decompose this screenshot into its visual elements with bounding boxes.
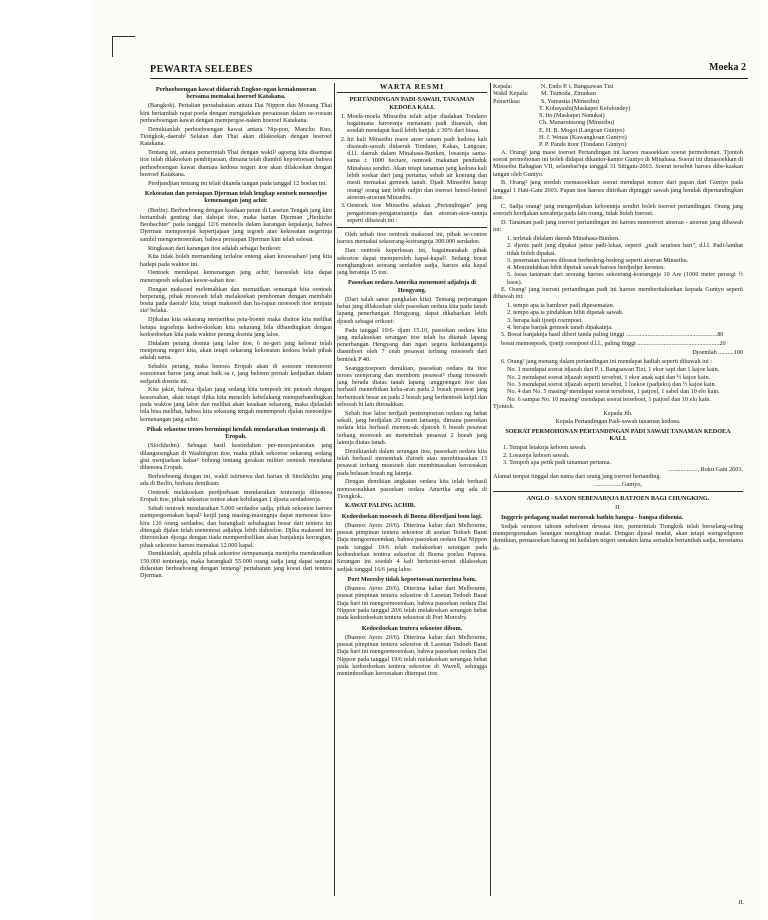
paragraph: D. Tanaman padi jang toeroet pertandingan ini haroes menoeroet atoeran - atoeran jang dibawah ini:	[493, 218, 743, 234]
article-headline: Pihak sekoetoe teroes bermimpi hendak mendaratkan tenteranja di Eropah.	[146, 425, 326, 441]
newspaper-title: PEWARTA SELEBES	[150, 64, 253, 75]
form-signature: ..................Guntyo,	[594, 480, 642, 488]
paragraph: (Bangkok). Pertalian persahabatan antara Dai Nippon dan Moeang Thai kini bertambah rapat poela dengan mengadakan persatoean dalam oe-roesan perhoeboengan kawat dengan mempergoe-naken hoeroef Katakana.	[140, 102, 332, 124]
paragraph: 6. Orang² jang menang dalam pertandingan ini mendapat hadiah seperti dibawah ini :	[501, 357, 712, 365]
paragraph: Demikianlah, apabila pihak sekoetoe oempamanja mentjoba mendaratkan 150.000 tenteranja, maka barangkali 55.000 orang sadja jang dapat sampai didaratan berhoeboeng dengan tenteng² pertahanan jang koeat dari tentera Djerman.	[140, 550, 332, 580]
paragraph: Sedjak seratoes tahoen sebeloem dewasa itoe, pemerintah Tiongkok telah berselang-seling mempergoenakan larangan menghisap madat. Dengan djoeal madat, akan tetapi soengoehpoen demikian, pemasoekan barang ini kedalam negeri semakin lama semakin bertambah sadja, teroetama di-	[493, 522, 743, 552]
column-2	[337, 83, 487, 866]
section-rule	[493, 491, 743, 492]
form-address: Alamat tempat tinggal dan nama dari orang jang toeroet bertanding.	[493, 473, 662, 481]
form-field: 2. Loeasnja keboen sawah.	[503, 451, 570, 459]
list-item: 1. terletak didalam daerah Minahasa-Bunken.	[507, 234, 620, 242]
paragraph: Seanggotoepoen demikian, pasoekan oedara ita itoe teroes menjerang dan membom pesawat² rbang moesoeh jang berada diatas tanah lapang :anggoengan itoe dan berhasil menerbikan keba-aran pada 2 boeah pesawat jang berbentoek besar an pada 2 boeah jang berbentoek ketjil dan seboeah bi lain dirosakkan.	[337, 364, 487, 408]
paragraph: A. Orang² jang maoe toeroet Pertandingan ini haroes masoekkan soerat permohonan. Tjontoh soerat permohonan ini boleh didapat dikantor-kantor Guntyo di Minahasa. Soerat ini dimasoekkan di Minseibu Bahagian VII, selambat²nja tanggal 31 Sitigatu-2603. Soerat tersebut haroes dibe-kaskan tangan oleh Guntyo.	[493, 148, 743, 178]
paragraph: (Buenos Ayres 20/6). Diterima kabar dari Melbourne, poesat pimpinan tentera sekoetoe di aoetan Tedoeh Barat Daja mengoemoemkan, bahwa pasoekan oedara Dai Nippon pada tanggal 19/6 telah melakoekan serangan pada kedoedoekan tentera sekoetoe di Boena poelau Papoea. Serangan ini soedah 4 kali berteroet-teroet dilakoekan sedjak tanggal 16/6 jang laloe.	[337, 521, 487, 573]
header-rule	[150, 78, 748, 79]
paragraph: Perdjandjian tentang ini telah ditanda tangan pada tanggal 12 boelan ini.	[148, 179, 327, 187]
page-number: Moeka 2	[709, 62, 746, 73]
total-line: Djoemlah ..........100	[692, 348, 743, 356]
paragraph: Sebab itoe laloe terdjadi pertempoeran oedara ng hebat sekali, jang berdjalan 20 menit lamanja, dimana pasoekan oedara kita berhasil menem-ak djatoeh 6 boeah pesawat terbang moesoeh an menembak pesawat 2 boeah jang lainnja diatas tanah.	[337, 409, 487, 446]
list-item: No. 6 sampai No. 10 masing² mendapat soerat terseboet, 1 patjoel dan 10 elo kain.	[507, 395, 711, 403]
addressee: Kepada Jth.	[603, 410, 633, 418]
numbered-list	[337, 113, 487, 224]
paragraph: Kita tidak boleh memandang terlaloe enteng akan kesoesahan² jang kita hadapi pada waktoe ini.	[140, 253, 332, 268]
committee-member: E. H. B. Mogot (Langoan Guntyo)	[539, 126, 625, 134]
article-headline: Perhoeboengan kawat didaerah Engkoe-ngan kemakmoeran bersama memakai hoeroef Katakana.	[155, 86, 317, 101]
paragraph: Didalam perang doenia jang laloe itoe, 6 ne-geri jang keloear telah menjerang negeri kita, akan tetapi sekarang kekoeatan kedoea belah pihak adalah sama.	[140, 339, 332, 362]
sublist	[493, 302, 743, 331]
committee-member: H. J. Wenas (Kawangkoan Guntyo)	[539, 134, 627, 142]
list-item: 1. Moela-moela Minseibu telah adjar diadakan Tondano bagaimana haroesnja menanam padi disawah, dan soedah mendapat hasil lebih banjak ± 30% dari biasa.	[347, 113, 487, 135]
paragraph: Ringkasan dari karangan itoe adalah sebagai berikoet:	[148, 244, 282, 252]
column-1	[140, 83, 332, 866]
paragraph: C. Sadja orang² jang mengerdjakan keboennja sendiri boleh toeroet pertandingan. Orang jang soeroeh kerdjakan sawahnja pada lain orang, tidak boleh toeroet.	[493, 202, 743, 218]
paragraph: (Berlin). Berhoeboeng dengan keadaan peran di Laoetan Tengah jang kini bertambah genting dan dahsjat itoe, maka harian Djerman „Herkiche Beobachter" pada tanggal 12/6 menoelis dalam karangan kepalanja, bahwa Djerman mempoenjai kepertjajaan jang tegoeh atas kekoeatan negerinja sambil mengoemoemkan, bahwa persiapan Djerman kini telah selesai.	[140, 206, 332, 243]
addressee: Kepala Pertandingan Padi-sawah tanaman kedoea.	[555, 417, 681, 425]
list-item: 2. Ini kali Minseibu maoe atoer tanam padi kedoea kali disawah-sawah didaerah Tondano, Kakas, Langoan, d.l.l. daerah dalam Minahasa-Bunken, loeasnja sama-sama ± 1000 hectare, oentoek makanan penduduk Minahasa sendiri. Akan tetapi tanaman jang kedoea kali lebih soekar dari jang pertama, sebab air koerang dan mesti memakai gemoek tanah. Djadi Minseibu harap orang² orang tani lebih radjin dan toeroet betoel-betoel atoeran-atoeran Minseibu.	[347, 136, 487, 202]
list-item: 2. tempo apa ia pindahkan bibit dipetak sawah.	[507, 309, 624, 317]
paragraph: Pada tanggal 10/6- djam 15.10, pasoekan oedara kita jang melakoekan serangan itoe telah ba ditanah lapang penerbangan Hengyang dan ngan segera kedatangannja diasmboet oleh 7 ceah pesawat terbang moesoeh dari bentoek P 40.	[337, 326, 487, 363]
list-item: 5. loeas tanaman dari seorang haroes sekoerang-koerangnja 10 Are (1000 meter persegi ½ baoe).	[507, 271, 743, 286]
committee-row: Wakil Kepala: M. Tsunoda, Zimukan	[493, 90, 596, 98]
paragraph: Demikianlah perhoeboengan kawat antara Nip-pon, Manchu Kuo, Tiongkok,-daerah² Selatan dan Thai akan dilakoekan dengan hoeroef Katakana.	[140, 125, 332, 148]
list-item: 4. Memindahkan bibit dipetak sawah haroes berdjedjer kerenes.	[507, 264, 665, 272]
list-item: No. 4 dan No. 5 masing² mendapat soerat terseboet, 1 patjoel, 1 sabel dan 10 elo kain.	[507, 388, 720, 396]
committee-member: P. P. Pande itoor (Tondano Guntyo)	[539, 141, 627, 149]
paragraph: Djikalau kita sekarang memeriksa peta-boemi maka disitoe kita melihat betapa tegoehnja kedoe-doekan kita sekarang bila dibandingkan dengan kedoedoekan kita pada waktoe perang doenia jang laloe.	[140, 316, 332, 338]
list-item: 4. berapa banjak gemoek tanah dipakainja.	[507, 324, 613, 331]
list-item: No. 1 mendapat soerat idjazah dari P. t. Bangsawan Tizi, 1 ekor sapi dan 1 kajoe kain.	[507, 366, 720, 374]
article-headline: Kedoedoekan moesoeh di Boena dibeedjani bom lagi.	[341, 512, 483, 520]
paragraph: Dengan maksoed melemahkan dan mematikan semangat kita oentoek berperang, pihak moesoeh telah melakoekan pemboman dengan membabi boeta pada daerah² kita, tetapi maksoed dan ha-rapan moesoeh itoe ternjata sia² belaka.	[140, 285, 332, 315]
paragraph: Demikianlah dalam serangan itoe, pasoekan oedara kita telah berhasil menembak d'atoeh atau membinasakan 13 pesawat terbang moesoeh dan membinasakan keroesakan pada belasan boeah ng lainnja.	[337, 447, 487, 477]
column-divider	[334, 83, 335, 896]
article-headline: KAWAT PALING ACHIR.	[345, 502, 416, 510]
committee-member: T. Kobayashi(Maskapei Kefelondey)	[539, 104, 631, 112]
paragraph: E. Orang² jang toeroet pertandingan padi ini haroes memberitahoekan kepada Guntyo seperti dibawah ini:	[493, 286, 743, 301]
paragraph: Dengan demikian angkatan oedara kita telah berhasil memoesnahkan pasoekan oedara Amerika ang ada di Tiongkok.	[337, 478, 487, 501]
column-divider	[490, 83, 491, 896]
article-subheadline: Inggeris pedagang madat meroesak bathin bangsa - bangsa didoenia.	[501, 513, 684, 521]
article-headline: Kedoedoekan tentera sekoetoe dibom.	[361, 624, 463, 632]
paragraph: Sebab oentoek mendaratkan 5.000 serdadoe sadja, pihak sekoetoe haroes mempergoenakan kapal² ketjil jang masing-masingnja dapat memoeat kira-kira 120 orang serdadoe, dan barangkali sebahagian besar dari tentera ini ditengah djalan telah menemoei adjalnja lebih dahoeloe. Djika maksoed ini diteroeskan djoega dengan tiada memperdoelikan akan banjaknja keroegian, pihak sekoetoe haroes memakai 12.000 kapal.	[140, 505, 332, 549]
list-item: 2. djenis padi jang dipakai jaitoe padi-lekas, seperti „padi seratoes hari", d.l.l. Padi-lambat tidak boleh dipakai.	[507, 242, 743, 257]
form-fields	[493, 444, 743, 473]
paragraph: Sebabis perang, maka benoea Eropah akan di soesoen menoeroet soesoenan baroe jang amat baik sa r, jang beloem pernah kedjadian dalam sedjarah doenia ini.	[140, 363, 332, 385]
paragraph: Oentoek mendapat kemenangan jang achir, haroeslah kita dapat menerapoeh sekalian kesoe-sahan itoe.	[140, 269, 332, 284]
article-headline: Kekoeatan dan persiapan Djerman telah lengkap oentoek menoedjoe kemenangan jang achir.	[144, 190, 328, 205]
committee-member: S. Ito (Maskapei Nanukai)	[539, 112, 605, 120]
committee-row: Pemeriksa: S. Yamasita (Minseibu)	[493, 97, 600, 105]
crop-mark	[112, 36, 135, 57]
section-masthead: WARTA RESMI	[337, 83, 487, 93]
paragraph: Oentoek melakoekan perdjoebaan mendaratkan tenteranja dibenoea Eropah itoe, pihak sekoetoe tentoe akan kehilangan 1 djoeta serdadoenja.	[140, 489, 332, 504]
paragraph: Oleh sebab itoe oentoek maksoed ini, pihak se-coetoe haroes memakai sekoerang-koerangnja 300.000 serdadoe.	[337, 231, 487, 246]
paragraph: boeat memoepoek, tjoetji roempoet d.l.l., paling tinggi .....................................................20	[501, 340, 726, 348]
list-item: 1. tempo apa ia hamboer padi dipesemaian.	[507, 302, 615, 310]
form-field: 3. Tempoh apa petik padi tanaman pertama.	[503, 458, 612, 466]
committee-row: Kepala: N. Endo P. t. Bangsawan Tizi	[493, 83, 614, 90]
list-item: 3. Oentoek itoe Minseibu adakan „Pertandingan" jang pengatoeran-pengatoerannja dan atoeran-atoe-rannja seperti dibawah ini :	[347, 202, 487, 224]
paragraph: B. Orang² jang soedah memasoekkan soerat mendapat nomor dari papan dari Guntyo pada tanggal 1 Hati-Gatu 2603. Papan itoe haroes ditirikan dipinggir sawah jang hendak dipertandingkan itoe.	[493, 179, 743, 201]
paragraph: (Buenos Ayres 20/6). Diterima kabar dari Melbourne, poesat pimpinan tentera sekoetoe di Laoetan Tedoeh Barat Daja hari ini mengoemoemkan, bahwa pasoekan oedara Dai Nippon pada tanggal 19/6 telah melakoekan serangan hebat pada kedoedoekan tentera sekoetoe di Wavell, sehingga menimboelkan keroesakan ditempat itoe.	[337, 633, 487, 678]
paragraph: (Stockholm). Sebagai hasil kesoedahan per-moesjawaratan jang dilangsoengkan di Washington itoe, maka pihak sekoetoe sekarang sedang giat menjiarkan kabar² bohong tentang gerakan militer oentoek mendarat dibenoea Eropah.	[140, 442, 332, 472]
continuation-mark: II.	[738, 900, 744, 906]
sublist	[493, 235, 743, 286]
list-item: No. 3 mendapat soerat idjazah seperti tersebut, 1 loekoe (padjeko) dan ½ kajoe kain.	[507, 381, 717, 389]
article-headline: Port Moresby tidak kepoetoesan menerima bom.	[347, 575, 477, 583]
form-example-label: Tjontoh.	[493, 402, 515, 410]
paragraph: (Dari salah satoe pangkalan kita). Tentang perjerangan hebat jang dilakoekan oleh pasoekan oedara kita pada tanah lapang penerbangan Hengyang, dapat dikabarkan lebih djoeeh sebagai erikoet:	[337, 295, 487, 325]
column-3	[493, 83, 743, 866]
list-item: 3. pesemaian haroes diboeat berbedeng-bedeng seperti atoeran Minseibu.	[507, 256, 689, 264]
list-item: No. 2 mendapat soerat idjazah seperti tersebut, 1 ekor anak sapi dan ½ kajoe kain.	[507, 373, 711, 381]
paragraph: Kita jakin, bahwa djalan jang sedang kita tempoeh ini penoeh dengan kesoesahan, akan tetapi djika kita menoleh kebelakang memperbandingkan pada waktoe jang laloe dan melihat akan keadaan sekarang, maka djelaslah bila bisa melihat, bahwa kita sekarang tengah menempoeh djalan menoedjoe kemenangan jang achir.	[140, 386, 332, 423]
article-headline: Pasoekan oedara Amerika menemoei adjalnja di Hengyang.	[347, 279, 477, 294]
article-headline: PERTANDINGAN PADI-SAWAH, TANAMAN KEDOEA KALI.	[349, 96, 475, 111]
paragraph: Berhoeboeng dengan ini, wakil istimewa dari harian di Stockholm jang ada di Berlin, berkata demikian:	[140, 472, 332, 488]
paragraph: (Buenos Ayres 20/6). Diterima kabar dari Melbourne, poesat pimpinan tentera sekoetoe di Laoetan Tedoeh Barat Daja hari ini mengoemoemkan, bahwa pasoekan oedara Dai Nippon pada tanggal 20/6 telah melakoekan serangan hebat pada kedoedoekan tentera sekoetoe di Port Moresby.	[337, 585, 487, 622]
prize-list	[493, 366, 743, 402]
paragraph: Tentang ini, antara pemerintah Thai dengan wakil² agoeng kita disempat itoe telah dilakoeken pembitjaraan, dimana telah diambil kepoetoesan bahwa perhoeboengan kawat diantara kedoea negeri itoe akan dilakoekan dengan hoeroef Katakana.	[140, 149, 332, 179]
form-date: ..................., Roku Gatu 2603.	[668, 466, 743, 474]
list-item: 3. berapa kali tjoetji roempoet.	[507, 316, 583, 324]
form-field: 1. Tempat letaknja keboen sawah.	[503, 444, 587, 452]
paragraph: 5. Boeat banjaknja hasil diberi tanda paling tinggi ...........................................................80	[501, 331, 724, 339]
section-rule	[337, 227, 487, 228]
part-number: II.	[615, 504, 621, 512]
article-headline: ANGLO - SAXON SEBENARNJA RATJOEN BAGI CHUNGKING.	[526, 495, 710, 503]
paragraph: Dan oentoek keperloean ini, bagaimanakah pihak sekoetoe dapat memperoleh kapal-kapal². Sedang boeat menghangkoet seorang serdadoe sadja, haroes ada kapal jang beratnja 15 ton.	[337, 247, 487, 277]
form-title: SOERAT PERMOHONAN PERTANDINGAN PADI SAWAH TANAMAN KEDOEA KALI.	[505, 427, 731, 443]
committee-member: Ch. Manaroinsong (Minseibu)	[539, 119, 615, 127]
